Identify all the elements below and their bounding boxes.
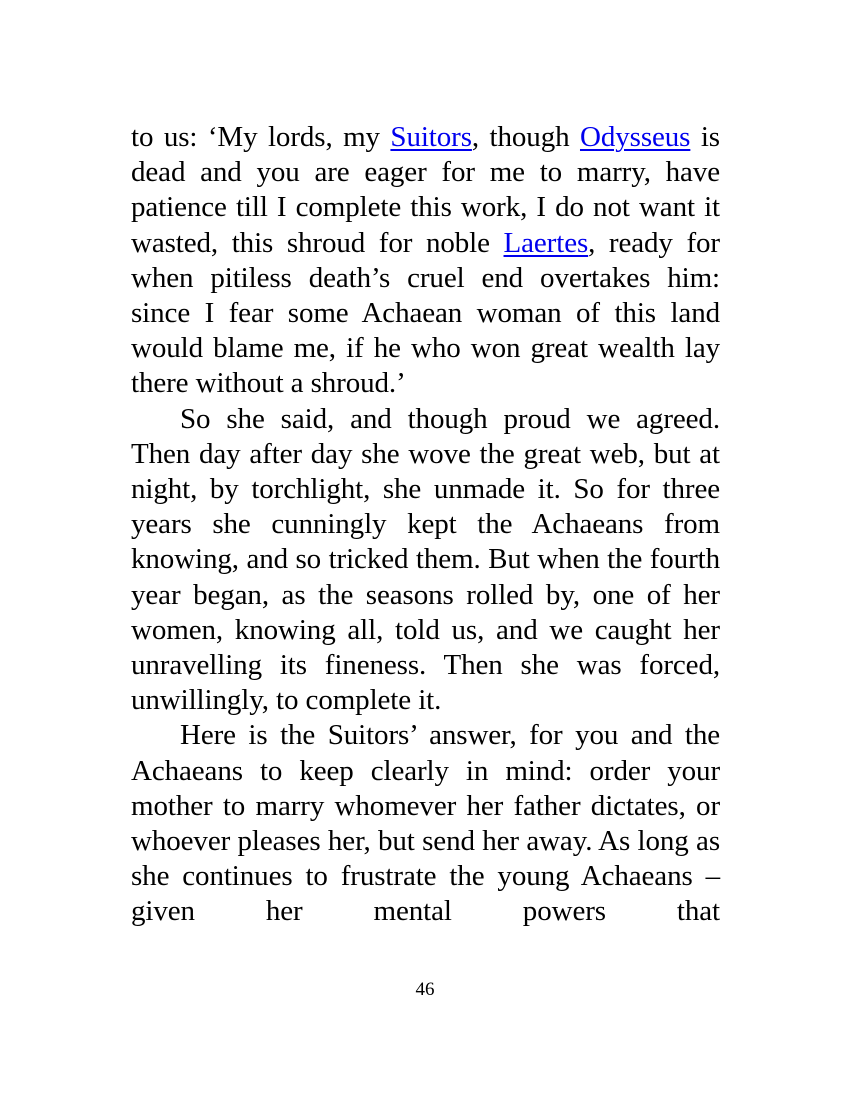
paragraph-3 [131,718,720,929]
paragraph-2 [131,402,720,719]
link-odysseus[interactable]: Odysseus [579,121,691,153]
link-laertes[interactable]: Laertes [503,226,589,259]
page-body [131,120,720,930]
text-run: to us: ‘My lords, my [131,121,391,153]
page-number: 46 [415,979,435,1000]
text-run: Here is the Suitors’ answer, for you and the Achaeans to keep clearly in mind: order your mother to marry whomever her father dictates, or whoever pleases her, but send her away. As long as she continues to frustrate the young Achaeans – given her mental powers that [131,719,720,928]
paragraph-1 [131,120,720,402]
text-flow [131,120,720,930]
text-run: So she said, and though proud we agreed. Then day after day she wove the great web, but at night, by torchlight, she unmade it. So for three years she cunningly kept the Achaeans from knowing, and so tricked them. But when the fourth year began, as the seasons rolled by, one of her women, knowing all, told us, and we caught her unravelling its fineness. Then she was forced, unwillingly, to complete it. [131,402,720,717]
text-run: , ready for when pitiless death’s cruel end overtakes him: since I fear some Achaean woman of this land would blame me, if he who won great wealth lay there without a shroud.’ [131,226,720,400]
text-run: , though [471,121,580,153]
link-suitors[interactable]: Suitors [390,121,472,153]
text-run: is dead and you are eager for me to marry, have patience till I complete this work, I do not want it wasted, this shroud for noble [131,121,720,259]
